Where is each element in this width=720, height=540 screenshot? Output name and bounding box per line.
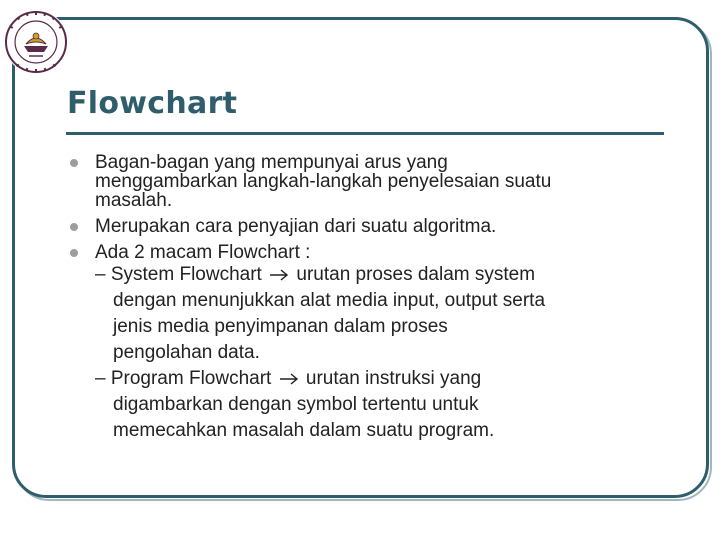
sub-item-label: – System Flowchart <box>95 264 262 285</box>
bullet-line: masalah. <box>95 190 173 211</box>
bullet-item <box>70 153 660 210</box>
sub-item-line: digambarkan dengan symbol tertentu untuk <box>113 394 479 415</box>
slide-content <box>70 153 660 444</box>
arrow-right-icon <box>279 373 299 385</box>
sub-item-program-flowchart <box>70 366 660 444</box>
sub-item-system-flowchart <box>70 262 660 366</box>
sub-item-desc: urutan proses dalam system <box>296 264 536 285</box>
sub-item-head <box>95 262 660 288</box>
sub-item-head <box>95 366 660 392</box>
bullet-dot-icon <box>70 159 78 167</box>
bullet-line: Merupakan cara penyajian dari suatu algoritma. <box>95 216 497 237</box>
bullet-dot-icon <box>70 223 78 231</box>
bullet-line: Ada 2 macam Flowchart : <box>95 242 311 263</box>
bullet-item <box>70 243 660 262</box>
sub-item-line: jenis media penyimpanan dalam proses <box>113 316 448 337</box>
sub-item-line: memecahkan masalah dalam suatu program. <box>113 420 495 441</box>
sub-item-desc: urutan instruksi yang <box>305 368 482 389</box>
sub-item-label: – Program Flowchart <box>95 368 272 389</box>
slide-title: Flowchart <box>67 86 238 121</box>
title-underline <box>66 132 664 135</box>
sub-item-line: dengan menunjukkan alat media input, output serta <box>113 290 546 311</box>
bullet-line: Bagan-bagan yang mempunyai arus yang <box>95 152 448 173</box>
university-seal-icon <box>4 10 68 74</box>
arrow-right-icon <box>269 269 289 281</box>
bullet-line: menggambarkan langkah-langkah penyelesaian suatu <box>95 171 552 192</box>
bullet-item <box>70 217 660 236</box>
bullet-dot-icon <box>70 249 78 257</box>
sub-item-line: pengolahan data. <box>113 342 260 363</box>
